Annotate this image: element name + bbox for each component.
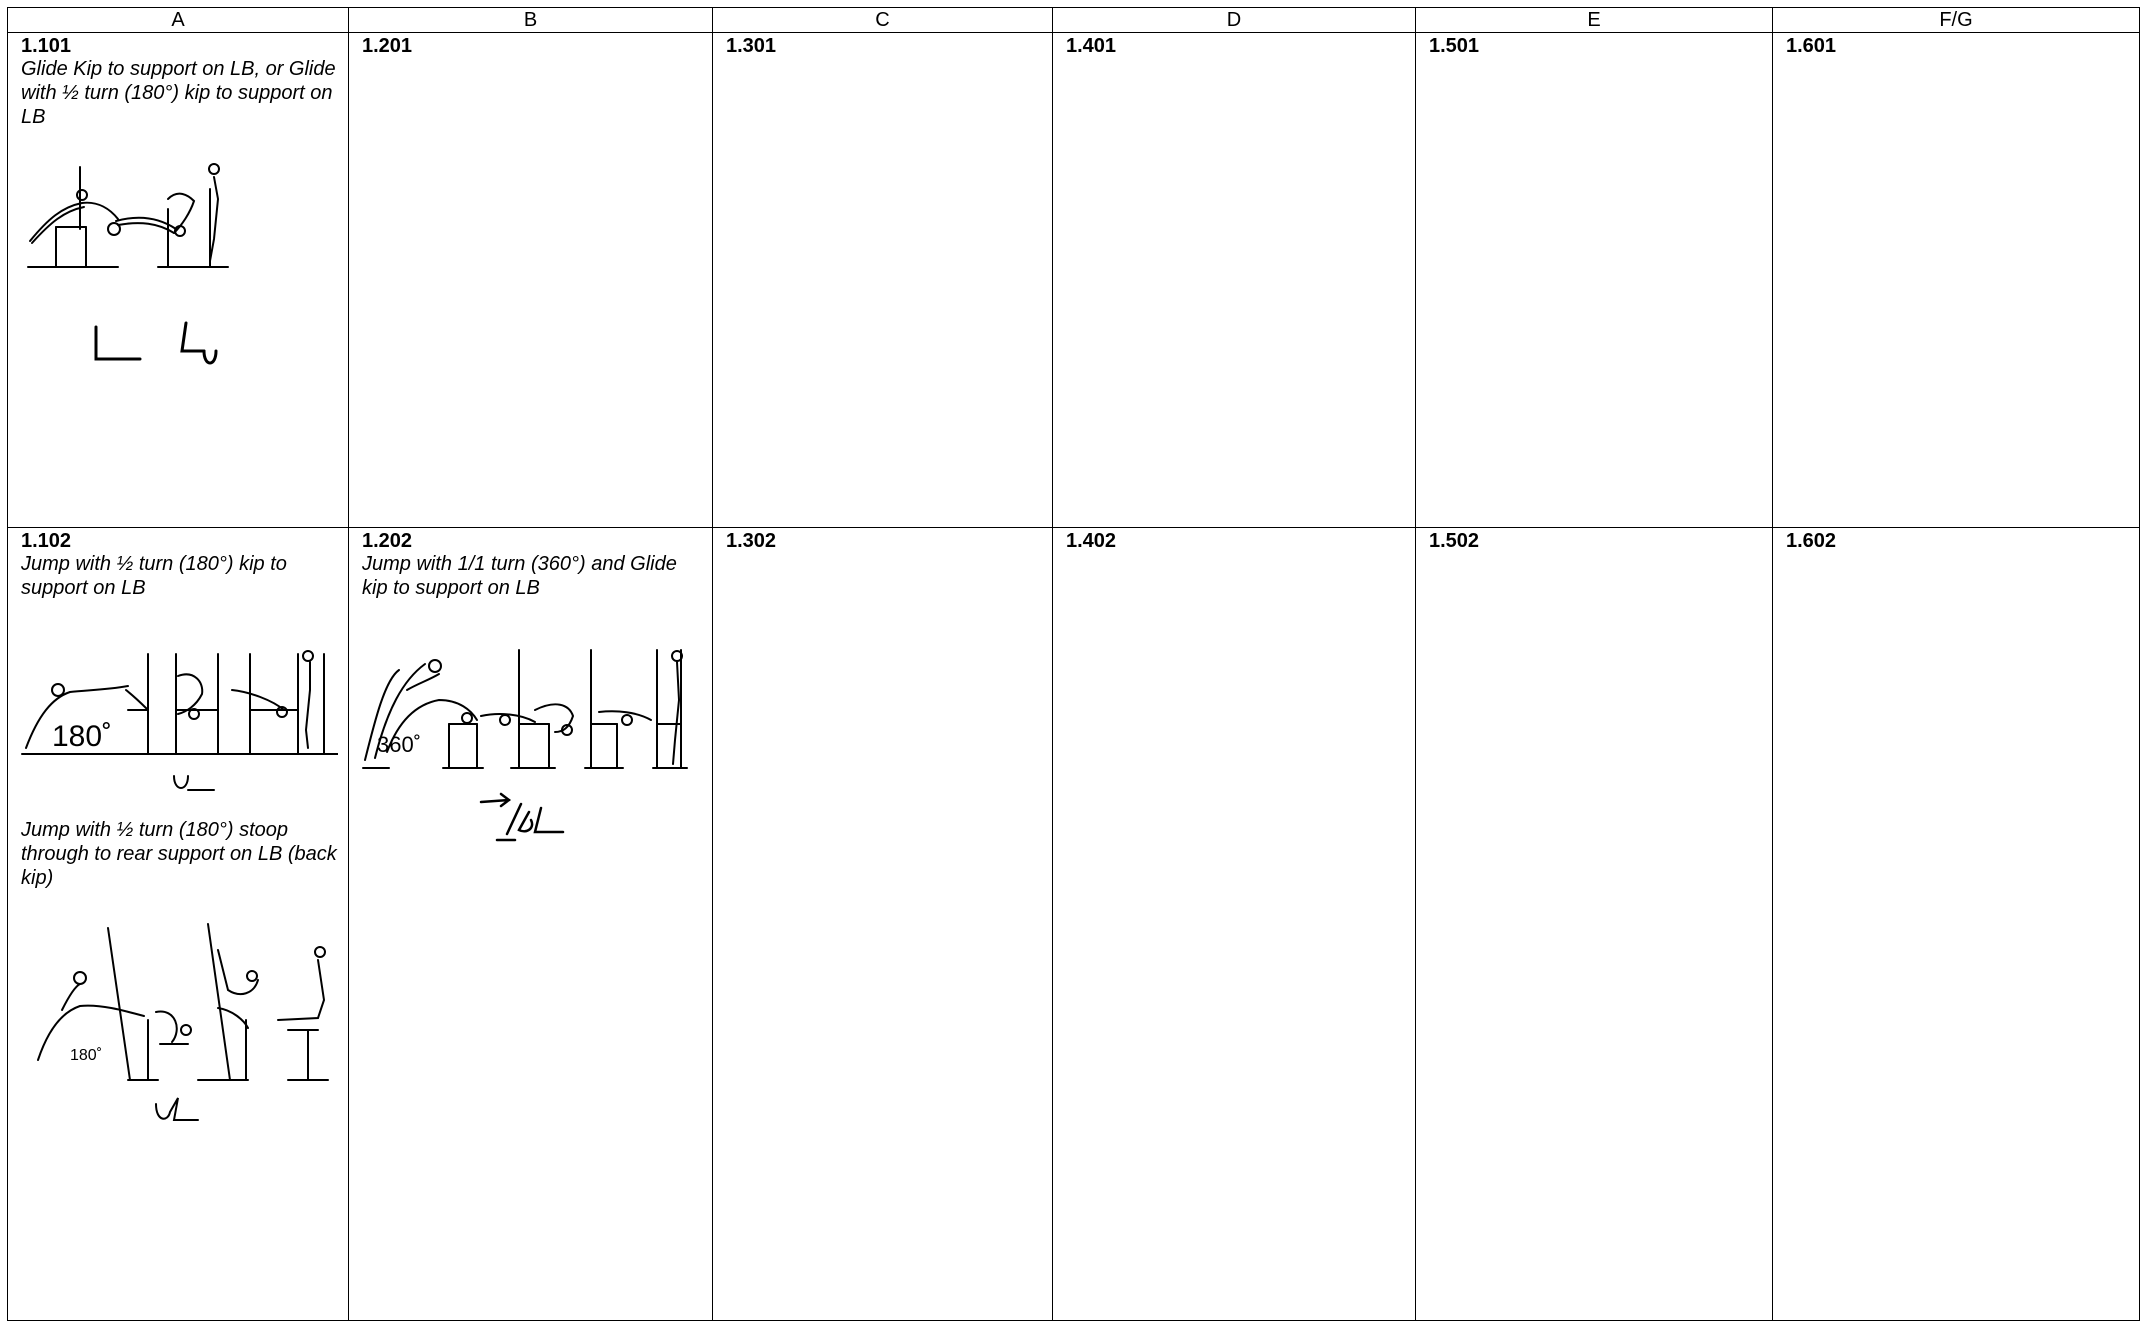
cell-1-201: [349, 33, 713, 528]
element-code: 1.502: [1429, 530, 1480, 552]
notation-symbols: [8, 309, 338, 379]
jump-half-turn-kip-figure: [18, 620, 338, 770]
cell-1-402: [1053, 528, 1416, 1321]
table-row: [8, 528, 2140, 1321]
notation-symbol: [8, 1090, 338, 1130]
notation-symbol: [8, 770, 338, 800]
element-code: 1.602: [1786, 530, 1837, 552]
column-header-c: C: [713, 8, 1053, 33]
element-code: 1.201: [362, 35, 413, 57]
element-table: [7, 7, 2140, 1321]
glide-kip-figure: [18, 129, 318, 269]
element-code: 1.301: [726, 35, 777, 57]
element-description: Jump with ½ turn (180°) kip to support on LB: [21, 553, 287, 599]
turn-angle-label: 360˚: [377, 732, 422, 757]
element-code: 1.101: [21, 35, 72, 57]
cell-1-301: [713, 33, 1053, 528]
cell-1-202: [349, 528, 713, 1321]
element-description: Glide Kip to support on LB, or Glide with ½ turn (180°) kip to support on LB: [21, 58, 336, 128]
cell-1-502: [1416, 528, 1773, 1321]
element-description-alt: Jump with ½ turn (180°) stoop through to rear support on LB (back kip): [21, 819, 337, 889]
table-row: [8, 33, 2140, 528]
element-code: 1.601: [1786, 35, 1837, 57]
turn-angle-label: 180˚: [52, 720, 113, 753]
notation-symbol: [349, 790, 689, 850]
element-code: 1.402: [1066, 530, 1117, 552]
column-header-d: D: [1053, 8, 1416, 33]
cell-1-601: [1773, 33, 2140, 528]
element-code: 1.401: [1066, 35, 1117, 57]
column-header-row: [8, 8, 2140, 33]
cell-1-602: [1773, 528, 2140, 1321]
element-code: 1.102: [21, 530, 72, 552]
column-header-b: B: [349, 8, 713, 33]
element-code: 1.501: [1429, 35, 1480, 57]
cell-1-501: [1416, 33, 1773, 528]
turn-angle-label: 180˚: [70, 1047, 103, 1064]
column-header-fg: F/G: [1773, 8, 2140, 33]
cell-1-102: [8, 528, 349, 1321]
column-header-e: E: [1416, 8, 1773, 33]
jump-half-turn-stoop-figure: [18, 920, 338, 1090]
element-code: 1.202: [362, 530, 413, 552]
cell-1-401: [1053, 33, 1416, 528]
column-header-a: A: [8, 8, 349, 33]
jump-full-turn-glide-kip-figure: [359, 640, 699, 790]
cell-1-101: [8, 33, 349, 528]
element-code: 1.302: [726, 530, 777, 552]
element-description: Jump with 1/1 turn (360°) and Glide kip to support on LB: [362, 553, 677, 599]
cell-1-302: [713, 528, 1053, 1321]
